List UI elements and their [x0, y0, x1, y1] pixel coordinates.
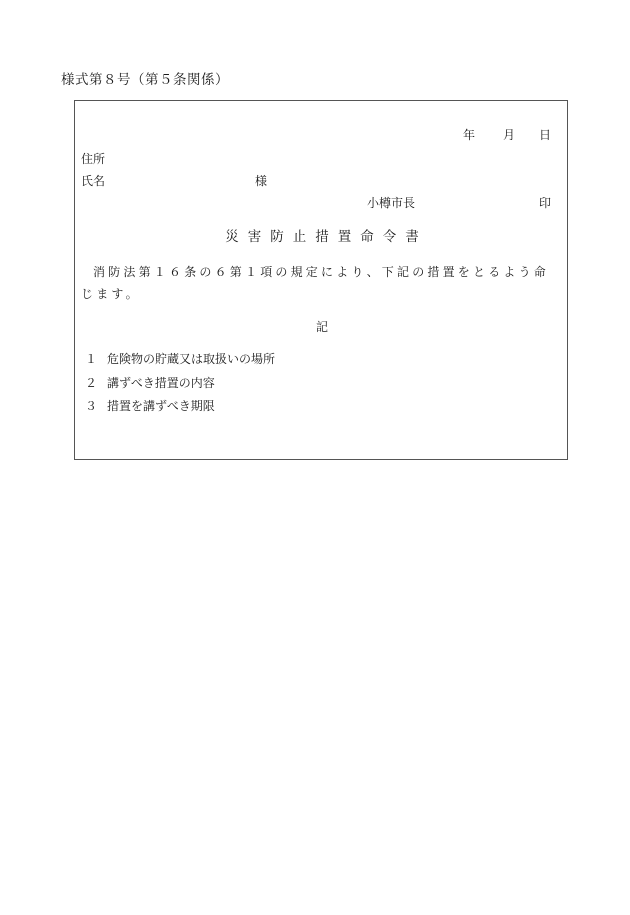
list-item — [85, 400, 215, 412]
item-number: ３ — [85, 399, 98, 413]
list-item — [85, 377, 215, 389]
order-form — [74, 100, 568, 460]
form-number: 様式第８号（第５条関係） — [61, 72, 229, 88]
item-text: 措置を講ずべき期限 — [107, 399, 215, 413]
issuer-title: 小樽市長 — [367, 196, 416, 210]
seal-mark: 印 — [539, 196, 552, 210]
ki-heading: 記 — [315, 320, 328, 334]
item-text: 危険物の貯蔵又は取扱いの場所 — [107, 352, 276, 366]
honorific-label: 様 — [255, 174, 268, 188]
list-item — [85, 353, 275, 365]
item-number: ２ — [85, 376, 98, 390]
item-number: １ — [85, 352, 98, 366]
month-label: 月 — [503, 128, 516, 142]
order-body-text: 消防法第１６条の６第１項の規定により、下記の措置をとるよう命じます。 — [81, 265, 550, 301]
year-label: 年 — [463, 128, 476, 142]
document-title: 災害防止措置命令書 — [225, 229, 428, 245]
day-label: 日 — [539, 128, 552, 142]
name-label: 氏名 — [81, 174, 106, 188]
item-text: 講ずべき措置の内容 — [107, 376, 215, 390]
address-label: 住所 — [81, 152, 106, 166]
